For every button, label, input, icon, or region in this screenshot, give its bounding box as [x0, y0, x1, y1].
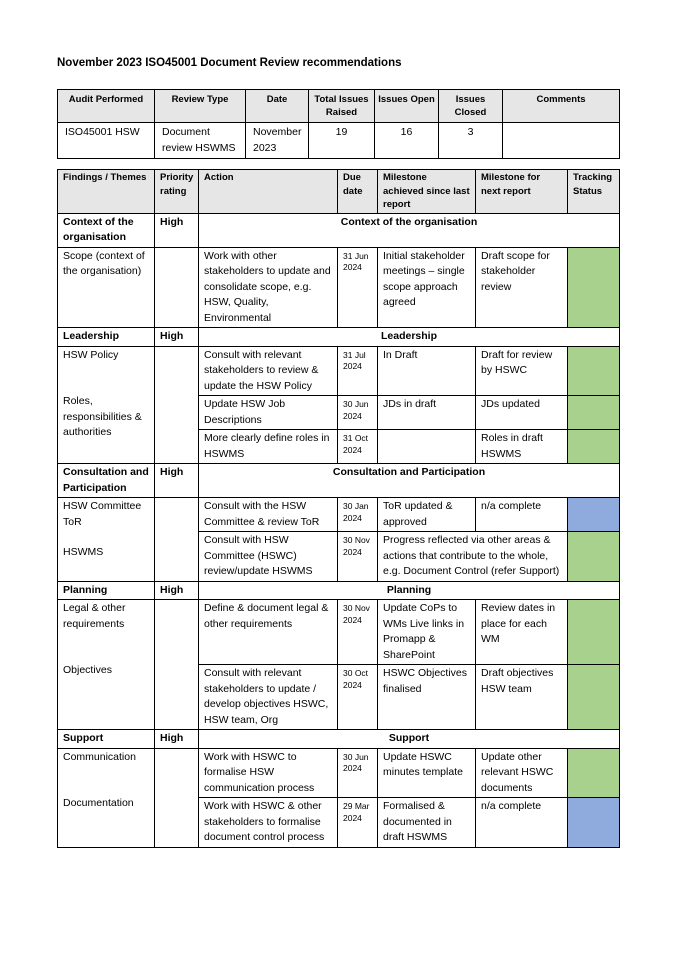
- next-objectives: Draft objectives HSW team: [476, 665, 568, 730]
- header-findings: Findings / Themes: [58, 170, 155, 214]
- finding-tor: HSW Committee ToR: [63, 500, 142, 528]
- due-hswms: 30 Nov 2024: [338, 532, 378, 582]
- action-tor: Consult with the HSW Committee & review ToR: [199, 498, 338, 532]
- achieved-roles: [378, 430, 476, 464]
- due-documentation: 29 Mar 2024: [338, 798, 378, 848]
- achieved-jd: JDs in draft: [378, 396, 476, 430]
- next-documentation: n/a complete: [476, 798, 568, 848]
- header-tracking-status: Tracking Status: [568, 170, 620, 214]
- tracking-status-green: [568, 665, 620, 730]
- header-priority: Priority rating: [155, 170, 199, 214]
- priority-cell: [155, 498, 199, 582]
- due-tor: 30 Jan 2024: [338, 498, 378, 532]
- finding-scope: Scope (context of the organisation): [58, 247, 155, 328]
- tracking-status-green: [568, 247, 620, 328]
- summary-header-cell: Issues Closed: [439, 90, 503, 123]
- tracking-status-green: [568, 532, 620, 582]
- finding-policy: HSW Policy: [63, 348, 119, 361]
- priority-leadership: High: [155, 328, 199, 347]
- next-legal: Review dates in place for each WM: [476, 600, 568, 665]
- theme-planning: Planning: [58, 581, 155, 600]
- finding-roles: Roles, responsibilities & authorities: [63, 395, 142, 438]
- next-roles: Roles in draft HSWMS: [476, 430, 568, 464]
- review-date: November 2023: [246, 123, 309, 159]
- finding-tor-hswms: [58, 498, 155, 582]
- achieved-scope: Initial stakeholder meetings – single scope approach agreed: [378, 247, 476, 328]
- action-scope: Work with other stakeholders to update and consolidate scope, e.g. HSW, Quality, Environmental: [199, 247, 338, 328]
- summary-header-cell: Comments: [503, 90, 620, 123]
- due-legal: 30 Nov 2024: [338, 600, 378, 665]
- summary-header-cell: Total Issues Raised: [309, 90, 375, 123]
- total-issues: 19: [309, 123, 375, 159]
- theme-consultation: Consultation and Participation: [58, 464, 155, 498]
- priority-context: High: [155, 213, 199, 247]
- theme-support: Support: [58, 730, 155, 749]
- findings-header-row: [58, 170, 620, 214]
- tracking-status-blue: [568, 798, 620, 848]
- comments: [503, 123, 620, 159]
- header-due-date: Due date: [338, 170, 378, 214]
- priority-cell: [155, 600, 199, 730]
- due-jd: 30 Jun 2024: [338, 396, 378, 430]
- priority-planning: High: [155, 581, 199, 600]
- action-documentation: Work with HSWC & other stakeholders to formalise document control process: [199, 798, 338, 848]
- tracking-status-green: [568, 346, 620, 396]
- next-scope: Draft scope for stakeholder review: [476, 247, 568, 328]
- section-heading-planning: Planning: [199, 581, 620, 600]
- action-objectives: Consult with relevant stakeholders to update / develop objectives HSWC, HSW team, Org: [199, 665, 338, 730]
- achieved-legal: Update CoPs to WMs Live links in Promapp & SharePoint: [378, 600, 476, 665]
- table-row: [58, 346, 620, 396]
- priority-cell: [155, 247, 199, 328]
- audit-performed: ISO45001 HSW: [58, 123, 155, 159]
- table-row: [58, 498, 620, 532]
- action-hswms: Consult with HSW Committee (HSWC) review/update HSWMS: [199, 532, 338, 582]
- due-roles: 31 Oct 2024: [338, 430, 378, 464]
- finding-comm-doc: [58, 748, 155, 847]
- table-row: [58, 247, 620, 328]
- table-row: [58, 600, 620, 665]
- due-scope: 31 Jun 2024: [338, 247, 378, 328]
- priority-cell: [155, 748, 199, 847]
- next-jd: JDs updated: [476, 396, 568, 430]
- action-roles: More clearly define roles in HSWMS: [199, 430, 338, 464]
- header-action: Action: [199, 170, 338, 214]
- summary-table: [57, 89, 620, 159]
- header-milestone-achieved: Milestone achieved since last report: [378, 170, 476, 214]
- achieved-tor: ToR updated & approved: [378, 498, 476, 532]
- section-row-consultation: [58, 464, 620, 498]
- theme-context: Context of the organisation: [58, 213, 155, 247]
- finding-objectives: Objectives: [63, 664, 113, 676]
- action-jd: Update HSW Job Descriptions: [199, 396, 338, 430]
- priority-support: High: [155, 730, 199, 749]
- due-communication: 30 Jun 2024: [338, 748, 378, 798]
- summary-header-cell: Issues Open: [375, 90, 439, 123]
- tracking-status-green: [568, 600, 620, 665]
- issues-open: 16: [375, 123, 439, 159]
- next-communication: Update other relevant HSWC documents: [476, 748, 568, 798]
- findings-table: [57, 169, 620, 848]
- section-row-planning: [58, 581, 620, 600]
- achieved-documentation: Formalised & documented in draft HSWMS: [378, 798, 476, 848]
- theme-leadership: Leadership: [58, 328, 155, 347]
- finding-policy-roles: [58, 346, 155, 464]
- progress-hswms: Progress reflected via other areas & actions that contribute to the whole, e.g. Document Control (refer Support): [378, 532, 568, 582]
- tracking-status-green: [568, 396, 620, 430]
- section-heading-context: Context of the organisation: [199, 213, 620, 247]
- priority-consultation: High: [155, 464, 199, 498]
- review-type: Document review HSWMS: [155, 123, 246, 159]
- finding-hswms: HSWMS: [63, 546, 104, 558]
- issues-closed: 3: [439, 123, 503, 159]
- action-communication: Work with HSWC to formalise HSW communication process: [199, 748, 338, 798]
- summary-row: [58, 123, 620, 159]
- tracking-status-green: [568, 748, 620, 798]
- section-row-context: [58, 213, 620, 247]
- summary-header-cell: Audit Performed: [58, 90, 155, 123]
- priority-cell: [155, 346, 199, 464]
- tracking-status-green: [568, 430, 620, 464]
- summary-header-cell: Date: [246, 90, 309, 123]
- next-policy: Draft for review by HSWC: [476, 346, 568, 396]
- achieved-policy: In Draft: [378, 346, 476, 396]
- next-tor: n/a complete: [476, 498, 568, 532]
- finding-communication: Communication: [63, 750, 136, 763]
- due-objectives: 30 Oct 2024: [338, 665, 378, 730]
- header-milestone-next: Milestone for next report: [476, 170, 568, 214]
- finding-legal-objectives: [58, 600, 155, 730]
- section-heading-consultation: Consultation and Participation: [199, 464, 620, 498]
- action-legal: Define & document legal & other requirements: [199, 600, 338, 665]
- section-row-support: [58, 730, 620, 749]
- tracking-status-blue: [568, 498, 620, 532]
- finding-legal: Legal & other requirements: [63, 602, 126, 630]
- table-row: [58, 748, 620, 798]
- section-heading-support: Support: [199, 730, 620, 749]
- summary-header-row: [58, 90, 620, 123]
- finding-documentation: Documentation: [63, 797, 134, 809]
- achieved-communication: Update HSWC minutes template: [378, 748, 476, 798]
- section-row-leadership: [58, 328, 620, 347]
- summary-header-cell: Review Type: [155, 90, 246, 123]
- achieved-objectives: HSWC Objectives finalised: [378, 665, 476, 730]
- due-policy: 31 Jul 2024: [338, 346, 378, 396]
- page-title: November 2023 ISO45001 Document Review recommendations: [57, 57, 402, 69]
- section-heading-leadership: Leadership: [199, 328, 620, 347]
- action-policy: Consult with relevant stakeholders to review & update the HSW Policy: [199, 346, 338, 396]
